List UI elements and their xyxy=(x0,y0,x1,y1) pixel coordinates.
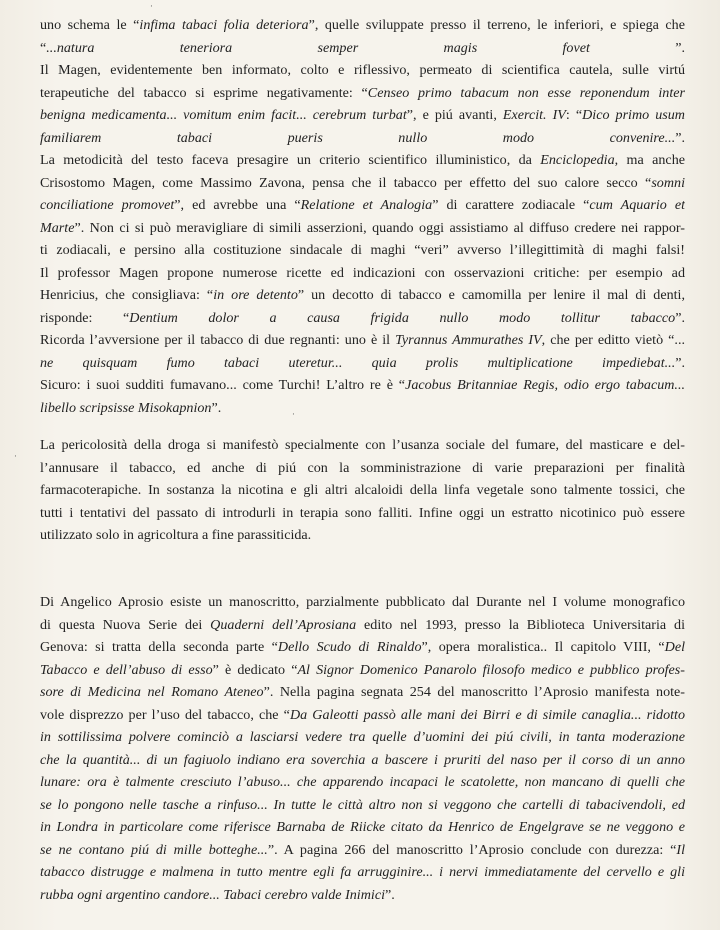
text-line xyxy=(40,149,685,172)
text-line xyxy=(40,284,685,307)
italic-text: ...natura teneriora semper magis fovet xyxy=(46,39,590,56)
italic-text: Enciclopedia xyxy=(540,152,615,168)
italic-text: Del xyxy=(664,639,685,655)
roman-text: , che per editto vietò “... xyxy=(541,332,685,348)
text-line xyxy=(40,37,685,60)
scan-speck: · xyxy=(150,2,153,12)
paragraph-magen xyxy=(40,14,685,419)
italic-text: cum Aquario et xyxy=(589,197,685,213)
roman-text: Crisostomo Magen, come Massimo Zavona, pensa che il tabacco per effetto del suo calore secco “ xyxy=(40,174,652,191)
italic-text: benigna medicamenta... vomitum enim facit... cerebrum turbat xyxy=(40,107,407,123)
scan-speck: · xyxy=(292,410,295,420)
italic-text: ne quisquam fumo tabaci uteretur... quia prolis multiplicatione impediebat... xyxy=(40,354,676,371)
roman-text: Di Angelico Aprosio esiste un manoscritto, parzialmente pubblicato dal Durante nel I volume monografico xyxy=(40,594,685,610)
text-line xyxy=(40,614,685,637)
italic-text: se ne contano piú di mille botteghe... xyxy=(40,841,268,858)
roman-text: ” un decotto di tabacco e camomilla per lenire il mal di denti, xyxy=(297,287,685,303)
roman-text: ti zodiacali, e persino alla costituzione sindacale di maghi “veri” avverso l’illegittimità di maghi falsi! xyxy=(40,242,685,258)
roman-text: ”, opera moralistica.. Il capitolo VIII, “ xyxy=(421,639,665,655)
italic-text: in sottilissima polvere cominciò a lasciarsi vedere tra quelle d’uomini dei piú civili, in tanta moderazione xyxy=(40,729,685,745)
roman-text: Ricorda l’avversione per il tabacco di due regnanti: uno è il xyxy=(40,332,396,348)
roman-text: ”. xyxy=(675,129,685,146)
italic-text: Exercit. IV xyxy=(502,107,566,123)
text-line xyxy=(40,636,685,659)
text-line xyxy=(40,14,685,37)
paragraph-aprosio xyxy=(40,591,685,906)
italic-text: Relatione et Analogia xyxy=(300,197,433,213)
italic-text: se lo pongono nelle tasche a rinfuso... In tutte le città altro non si veggono che cartelli di tabacivendoli, ed xyxy=(40,796,685,813)
roman-text: tutti i tentativi del passato di introdurli in terapia sono falliti. Infine oggi un estratto nicotinico può essere xyxy=(40,504,685,521)
roman-text: ”. Non ci si può meravigliare di simili asserzioni, quando oggi assistiamo al diffuso credere nei rappor- xyxy=(74,219,685,236)
text-line xyxy=(40,172,685,195)
roman-text: Il professor Magen propone numerose ricette ed indicazioni con osservazioni critiche: per esempio ad xyxy=(40,264,685,281)
roman-text: terapeutiche del tabacco si esprime negativamente: “ xyxy=(40,84,368,101)
text-line xyxy=(40,659,685,682)
italic-text: conciliatione promovet xyxy=(40,197,175,213)
text-line xyxy=(40,794,685,817)
text-line xyxy=(40,127,685,150)
text-line xyxy=(40,59,685,82)
roman-text: ”. xyxy=(589,39,685,56)
italic-text: Al Signor Domenico Panarolo filosofo medico e pubblico profes- xyxy=(297,661,685,678)
roman-text: di questa Nuova Serie dei xyxy=(40,616,211,633)
text-line xyxy=(40,374,685,397)
text-line xyxy=(40,479,685,502)
italic-text: in ore detento xyxy=(213,287,298,303)
text-line xyxy=(40,104,685,127)
italic-text: Marte xyxy=(40,219,75,236)
text-line xyxy=(40,726,685,749)
italic-text: sore di Medicina nel Romano Ateneo xyxy=(40,684,264,700)
italic-text: in Londra in particolare come riferisce Barnaba de Riicke citato da Henrico de Engelgrave se ne veggono e xyxy=(40,819,685,835)
text-line xyxy=(40,434,685,457)
text-line xyxy=(40,352,685,375)
roman-text: ”. xyxy=(385,886,395,903)
text-line xyxy=(40,239,685,262)
roman-text: ” di carattere zodiacale “ xyxy=(432,197,590,213)
text-line xyxy=(40,502,685,525)
italic-text: Tyrannus Ammurathes IV xyxy=(395,332,542,348)
roman-text: l’annusare il tabacco, ed anche di piú con la somministrazione di varie preparazioni per finalità xyxy=(40,459,685,476)
roman-text: Il Magen, evidentemente ben informato, colto e riflessivo, permeato di scientifica cautela, sulle virtú xyxy=(40,62,685,78)
italic-text: libello scripsisse Misokapnion xyxy=(40,399,212,416)
italic-text: Il xyxy=(676,841,685,858)
italic-text: Dello Scudo di Rinaldo xyxy=(277,639,422,655)
italic-text: tabacco distrugge e malmena in tutto mentre egli fa arrugginire... i nervi immediatamente del cervello e gli xyxy=(40,864,685,880)
roman-text: : “ xyxy=(565,107,583,123)
italic-text: rubba ogni argentino candore... Tabaci cerebro valde Inimici xyxy=(40,886,385,903)
italic-text: Quaderni dell’Aprosiana xyxy=(210,616,357,633)
roman-text: ”, e piú avanti, xyxy=(406,107,503,123)
roman-text: , ma anche xyxy=(614,152,685,168)
text-line xyxy=(40,591,685,614)
text-line xyxy=(40,681,685,704)
text-line xyxy=(40,397,685,420)
roman-text: ” è dedicato “ xyxy=(212,661,298,678)
roman-text: ”. xyxy=(675,354,685,371)
text-line xyxy=(40,861,685,884)
italic-text: Jacobus Britanniae Regis, odio ergo tabacum... xyxy=(405,377,685,393)
italic-text: lunare: ora è talmente cresciuto l’abuso... che apparendo incapaci le scatolette, non mancano di quelli che xyxy=(40,774,685,790)
roman-text: Sicuro: i suoi sudditi fumavano... come Turchi! L’altro re è “ xyxy=(40,377,406,393)
text-line xyxy=(40,704,685,727)
italic-text: familiarem tabaci pueris nullo modo convenire... xyxy=(40,129,676,146)
roman-text: ”. Nella pagina segnata 254 del manoscritto l’Aprosio manifesta note- xyxy=(263,684,685,700)
roman-text: ”. A pagina 266 del manoscritto l’Aprosio conclude con durezza: “ xyxy=(267,841,677,858)
italic-text: Censeo primo tabacum non esse reponendum inter xyxy=(367,84,685,101)
italic-text: Da Galeotti passò alle mani dei Birri e di simile canaglia... ridotto xyxy=(289,706,685,723)
italic-text: che la quantità... di un fagiuolo indiano era soverchia a bascere i pruriti del naso per il corso di un anno xyxy=(40,751,685,768)
text-line xyxy=(40,884,685,907)
roman-text: farmacoterapiche. In sostanza la nicotina e gli altri alcaloidi della linfa vegetale sono talmente tossici, che xyxy=(40,482,685,498)
roman-text: ”. xyxy=(211,399,222,416)
roman-text: uno schema le “ xyxy=(40,17,140,33)
scan-speck: · xyxy=(14,452,17,462)
roman-text: ”, ed avrebbe una “ xyxy=(174,197,301,213)
roman-text: La pericolosità della droga si manifestò specialmente con l’usanza sociale del fumare, del masticare e del- xyxy=(40,437,685,453)
italic-text: Dentium dolor a causa frigida nullo modo tollitur tabacco xyxy=(129,309,676,326)
roman-text: edito nel 1993, presso la Biblioteca Universitaria di xyxy=(356,616,685,633)
roman-text: ”. xyxy=(675,309,685,326)
text-line xyxy=(40,82,685,105)
text-line xyxy=(40,771,685,794)
roman-text: ”, quelle sviluppate presso il terreno, le inferiori, e spiega che xyxy=(308,17,685,33)
paragraph-pericolosita xyxy=(40,434,685,547)
italic-text: Dico primo usum xyxy=(582,107,685,123)
italic-text: infima tabaci folia deteriora xyxy=(139,17,309,33)
text-line xyxy=(40,816,685,839)
text-line xyxy=(40,194,685,217)
text-line xyxy=(40,262,685,285)
italic-text: somni xyxy=(651,174,685,191)
roman-text: La metodicità del testo faceva presagire un criterio scientifico illuministico, da xyxy=(40,152,541,168)
text-line xyxy=(40,749,685,772)
roman-text: “ xyxy=(40,39,47,56)
text-line xyxy=(40,217,685,240)
italic-text: Tabacco e dell’abuso di esso xyxy=(40,661,213,678)
text-line xyxy=(40,457,685,480)
text-line xyxy=(40,329,685,352)
roman-text: Henricius, che consigliava: “ xyxy=(40,287,214,303)
roman-text: vole disprezzo per l’uso del tabacco, che “ xyxy=(40,706,290,723)
roman-text: risponde: “ xyxy=(40,309,130,326)
text-line xyxy=(40,307,685,330)
text-line xyxy=(40,524,685,547)
text-line xyxy=(40,839,685,862)
roman-text: Genova: si tratta della seconda parte “ xyxy=(40,639,278,655)
roman-text: utilizzato solo in agricoltura a fine parassiticida. xyxy=(40,527,312,543)
